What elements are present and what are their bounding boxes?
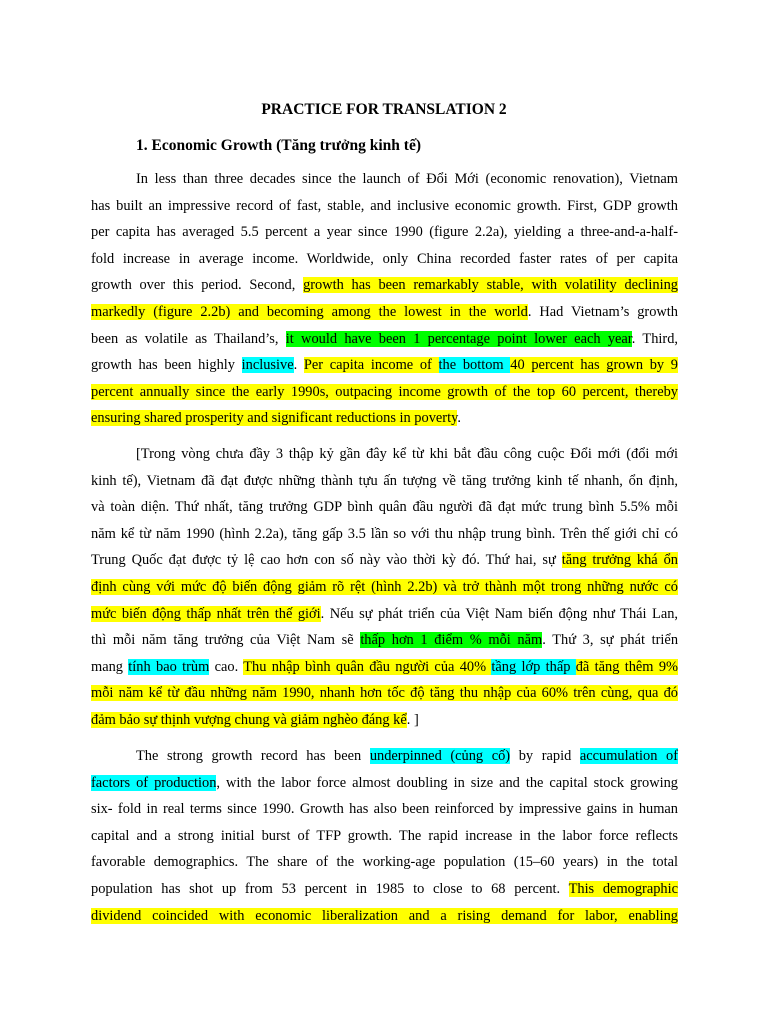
text-line bbox=[91, 299, 678, 326]
text-line bbox=[91, 219, 678, 246]
text-run: , with the labor force almost doubling in size and the capital stock growing bbox=[216, 774, 678, 791]
text-line bbox=[91, 468, 678, 495]
text-run: . Third, bbox=[631, 330, 678, 347]
text-line bbox=[91, 796, 678, 823]
text-line bbox=[91, 272, 678, 299]
text-line bbox=[91, 627, 678, 654]
text-run: [Trong vòng chưa đầy 3 thập kỷ gần đây kể từ khi bắt đầu công cuộc Đổi mới (đổi mới bbox=[136, 446, 678, 462]
highlight-cyan: tính bao trùm bbox=[128, 658, 210, 675]
text-line bbox=[91, 547, 678, 574]
text-run: per capita has averaged 5.5 percent a year since 1990 (figure 2.2a), yielding a three-and-a-half- bbox=[91, 224, 678, 241]
text-run: been as volatile as Thailand’s, bbox=[91, 330, 286, 347]
highlight-green: thấp hơn 1 điểm % mỗi năm bbox=[360, 632, 543, 649]
text-run: thì mỗi năm tăng trưởng của Việt Nam sẽ bbox=[91, 632, 361, 649]
text-line bbox=[91, 574, 678, 601]
text-run: by rapid bbox=[510, 748, 580, 764]
highlight-yellow: tăng trưởng khá ổn bbox=[561, 552, 678, 569]
highlight-yellow: đã tăng thêm 9% bbox=[575, 658, 679, 675]
text-run: cao. bbox=[209, 658, 244, 675]
text-line bbox=[91, 246, 678, 273]
text-run: và toàn diện. Thứ nhất, tăng trưởng GDP bình quân đầu người đã đạt mức trung bình 5.5% mỗi bbox=[91, 499, 678, 516]
highlight-yellow: markedly (figure 2.2b) and becoming among the lowest in the world bbox=[91, 303, 528, 320]
highlight-yellow: Thu nhập bình quân đầu người của 40% bbox=[243, 658, 492, 675]
text-run: has built an impressive record of fast, stable, and inclusive economic growth. First, GDP growth bbox=[91, 197, 678, 214]
highlight-yellow: This demographic bbox=[568, 880, 678, 897]
text-run: fold increase in average income. Worldwide, only China recorded faster rates of per capita bbox=[91, 250, 678, 267]
highlight-yellow: dividend coincided with economic liberalization and a rising demand for labor, enabling bbox=[91, 907, 678, 924]
page-title: PRACTICE FOR TRANSLATION 2 bbox=[261, 101, 507, 118]
text-line bbox=[91, 770, 678, 797]
highlight-cyan: inclusive bbox=[241, 357, 294, 374]
text-line bbox=[91, 441, 678, 468]
text-run: năm kể từ năm 1990 (hình 2.2a), tăng gấp 3.5 lần so với thu nhập trung bình. Trên thế giới chỉ có bbox=[91, 525, 678, 542]
text-run: Trung Quốc đạt được tỷ lệ cao hơn con số này vào thời kỳ đó. Thứ hai, sự bbox=[91, 552, 562, 569]
text-run: population has shot up from 53 percent in 1985 to close to 68 percent. bbox=[91, 880, 569, 897]
text-run: . bbox=[293, 357, 304, 374]
highlight-cyan: accumulation of bbox=[579, 748, 678, 764]
highlight-green: it would have been 1 percentage point lower each year bbox=[285, 330, 632, 347]
highlight-yellow: đảm bảo sự thịnh vượng chung và giảm nghèo đáng kể bbox=[91, 711, 407, 728]
highlight-cyan: factors of production bbox=[91, 774, 217, 791]
highlight-yellow: ensuring shared prosperity and significant reductions in poverty bbox=[91, 410, 458, 427]
paragraph-vietnamese bbox=[91, 441, 678, 734]
text-run: The strong growth record has been bbox=[136, 748, 370, 764]
highlight-yellow: percent annually since the early 1990s, outpacing income growth of the top 60 percent, thereby bbox=[91, 383, 678, 400]
highlight-yellow: growth has been remarkably stable, with volatility declining bbox=[303, 277, 678, 294]
text-line bbox=[91, 654, 678, 681]
text-line bbox=[91, 743, 678, 770]
text-line bbox=[91, 849, 678, 876]
text-line bbox=[91, 601, 678, 628]
text-run: favorable demographics. The share of the working-age population (15–60 years) in the total bbox=[91, 854, 678, 871]
text-line bbox=[91, 903, 678, 930]
text-run: In less than three decades since the launch of Đổi Mới (economic renovation), Vietnam bbox=[136, 171, 678, 187]
text-line bbox=[91, 521, 678, 548]
text-run: . Nếu sự phát triển của Việt Nam biến động như Thái Lan, bbox=[320, 605, 678, 622]
highlight-yellow: Per capita income of bbox=[303, 357, 439, 374]
text-run: capital and a strong initial burst of TFP growth. The rapid increase in the labor force reflects bbox=[91, 827, 678, 844]
text-run: growth over this period. Second, bbox=[91, 277, 304, 294]
text-line bbox=[91, 352, 678, 379]
highlight-cyan: tầng lớp thấp bbox=[491, 658, 576, 675]
highlight-cyan: underpinned (củng cố) bbox=[369, 748, 511, 764]
section-heading: 1. Economic Growth (Tăng trưởng kinh tế) bbox=[136, 137, 421, 154]
text-line bbox=[91, 405, 678, 432]
highlight-yellow: mức biến động thấp nhất trên thế giới bbox=[91, 605, 321, 622]
text-line bbox=[91, 166, 678, 193]
paragraph-english-2 bbox=[91, 743, 678, 929]
text-run: growth has been highly bbox=[91, 357, 242, 374]
highlight-yellow: mỗi năm kể từ đầu những năm 1990, nhanh hơn tốc độ tăng thu nhập của 60% trên cùng, qua đó bbox=[91, 685, 678, 702]
text-line bbox=[91, 876, 678, 903]
text-run: mang bbox=[91, 658, 129, 675]
text-run: kinh tế), Vietnam đã đạt được những thành tựu ấn tượng về tăng trưởng kinh tế nhanh, ổn định, bbox=[91, 472, 678, 489]
text-line bbox=[91, 680, 678, 707]
text-line bbox=[91, 326, 678, 353]
text-line bbox=[91, 494, 678, 521]
highlight-yellow: 40 percent has grown by 9 bbox=[510, 357, 678, 374]
highlight-yellow: định cùng với mức độ biến động giảm rõ rệt (hình 2.2b) và trở thành một trong những nước có bbox=[91, 578, 678, 595]
text-run: . ] bbox=[406, 711, 419, 728]
text-run: six- fold in real terms since 1990. Growth has also been reinforced by impressive gains in human bbox=[91, 801, 678, 818]
paragraph-english-1 bbox=[91, 166, 678, 432]
text-line bbox=[91, 707, 678, 734]
text-run: . Had Vietnam’s growth bbox=[527, 303, 678, 320]
highlight-cyan: the bottom bbox=[438, 357, 511, 374]
text-line bbox=[91, 379, 678, 406]
text-line bbox=[91, 823, 678, 850]
text-run: . bbox=[457, 410, 461, 427]
text-run: . Thứ 3, sự phát triển bbox=[542, 632, 679, 649]
text-line bbox=[91, 193, 678, 220]
